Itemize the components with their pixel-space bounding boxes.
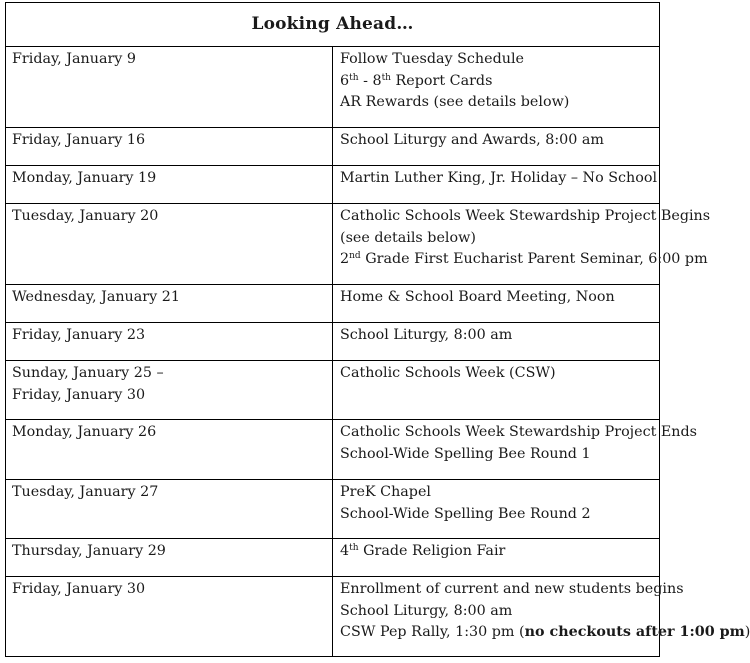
event-line: School-Wide Spelling Bee Round 2 bbox=[340, 505, 591, 522]
event-cell bbox=[333, 128, 660, 166]
table-row bbox=[6, 323, 660, 361]
date-cell: Friday, January 23 bbox=[6, 323, 333, 361]
looking-ahead-table bbox=[5, 2, 750, 657]
event-cell bbox=[333, 539, 660, 577]
table-title: Looking Ahead… bbox=[6, 3, 660, 47]
table-row bbox=[6, 166, 660, 204]
event-line: Catholic Schools Week Stewardship Project Begins bbox=[340, 208, 711, 224]
date-cell: Tuesday, January 27 bbox=[6, 480, 333, 539]
event-line: PreK Chapel bbox=[340, 484, 431, 500]
table-row bbox=[6, 128, 660, 166]
date-line: Sunday, January 25 – bbox=[12, 365, 164, 381]
date-cell: Friday, January 16 bbox=[6, 128, 333, 166]
event-cell bbox=[333, 323, 660, 361]
date-cell: Wednesday, January 21 bbox=[6, 285, 333, 323]
event-line: Catholic Schools Week (CSW) bbox=[340, 365, 556, 381]
event-cell bbox=[333, 361, 660, 420]
table-row bbox=[6, 539, 660, 577]
table-row bbox=[6, 480, 660, 539]
date-cell: Monday, January 26 bbox=[6, 420, 333, 480]
date-cell bbox=[6, 361, 333, 420]
event-line: 2nd Grade First Eucharist Parent Seminar, 6:00 pm bbox=[340, 251, 708, 267]
table-row bbox=[6, 204, 660, 285]
event-line: School Liturgy, 8:00 am bbox=[340, 327, 513, 343]
event-cell bbox=[333, 420, 698, 480]
event-line: Martin Luther King, Jr. Holiday – No School bbox=[340, 170, 658, 186]
event-cell bbox=[333, 204, 711, 285]
event-line: (see details below) bbox=[340, 229, 476, 246]
table-row bbox=[6, 420, 660, 480]
title-row bbox=[6, 3, 660, 47]
event-cell bbox=[333, 577, 750, 657]
event-cell bbox=[333, 285, 660, 323]
event-line: AR Rewards (see details below) bbox=[340, 94, 570, 110]
event-line: Follow Tuesday Schedule bbox=[340, 51, 524, 67]
table-row bbox=[6, 285, 660, 323]
event-cell bbox=[333, 166, 660, 204]
event-line: 4th Grade Religion Fair bbox=[340, 543, 506, 559]
event-line: School-Wide Spelling Bee Round 1 bbox=[340, 445, 591, 462]
date-cell: Friday, January 30 bbox=[6, 577, 333, 657]
table-row bbox=[6, 47, 660, 128]
date-cell: Monday, January 19 bbox=[6, 166, 333, 204]
event-line: School Liturgy and Awards, 8:00 am bbox=[340, 132, 604, 148]
event-line: Catholic Schools Week Stewardship Project Ends bbox=[340, 424, 698, 440]
date-cell: Tuesday, January 20 bbox=[6, 204, 333, 285]
schedule-sheet bbox=[5, 2, 750, 657]
event-line: Home & School Board Meeting, Noon bbox=[340, 289, 615, 305]
event-line: School Liturgy, 8:00 am bbox=[340, 602, 513, 619]
event-cell bbox=[333, 47, 660, 128]
date-line: Friday, January 30 bbox=[12, 386, 146, 403]
checkout-warning: no checkouts after 1:00 pm bbox=[524, 624, 745, 640]
event-line: 6th - 8th Report Cards bbox=[340, 72, 493, 89]
event-line: Enrollment of current and new students begins bbox=[340, 581, 684, 597]
event-line: CSW Pep Rally, 1:30 pm (no checkouts after 1:00 pm) bbox=[340, 624, 750, 640]
date-cell: Friday, January 9 bbox=[6, 47, 333, 128]
date-cell: Thursday, January 29 bbox=[6, 539, 333, 577]
table-row bbox=[6, 361, 660, 420]
event-cell bbox=[333, 480, 660, 539]
table-row bbox=[6, 577, 660, 657]
